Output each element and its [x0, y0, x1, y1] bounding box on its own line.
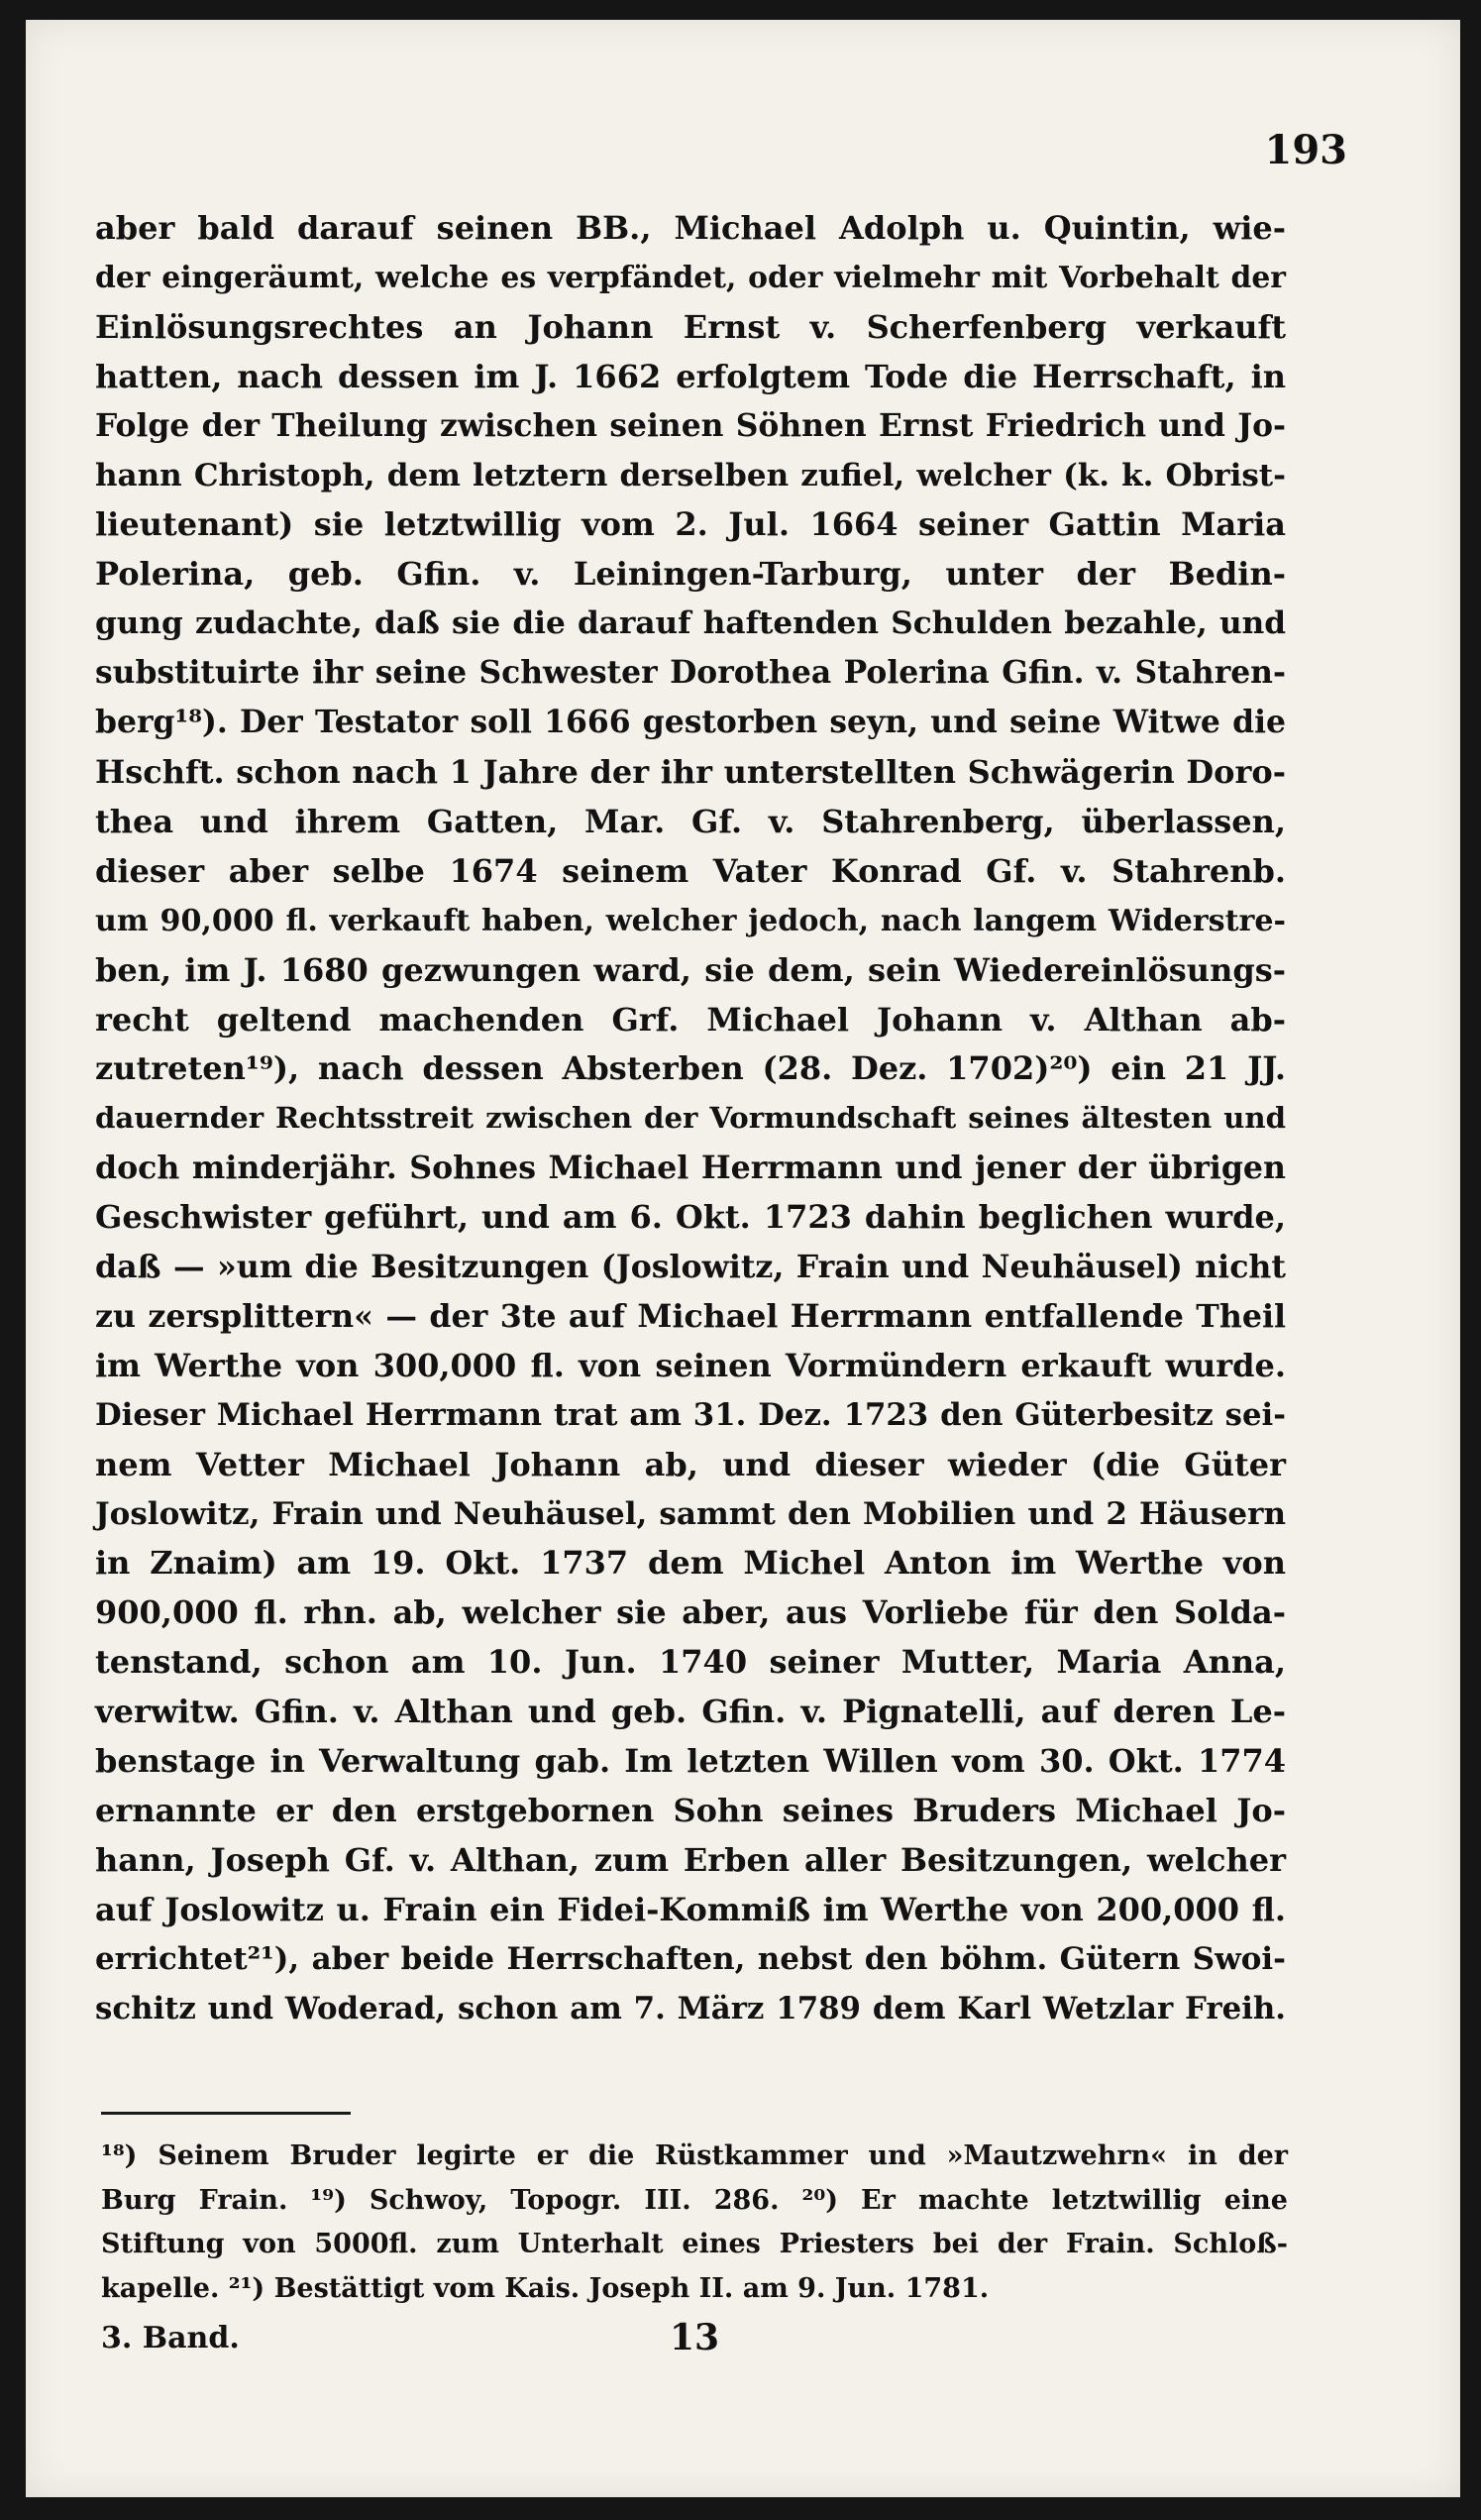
text-line: ernannte er den erstgebornen Sohn seines Bruders Michael Jo-: [95, 1792, 1286, 1829]
footnote-line: Burg Frain. ¹⁹) Schwoy, Topogr. III. 286. ²⁰) Er machte letztwillig eine: [101, 2184, 1288, 2216]
text-line: im Werthe von 300,000 fl. von seinen Vormündern erkauft wurde.: [95, 1346, 1286, 1384]
text-line: 900,000 fl. rhn. ab, welcher sie aber, aus Vorliebe für den Solda-: [95, 1593, 1286, 1632]
text-line: lieutenant) sie letztwillig vom 2. Jul. 1664 seiner Gattin Maria: [95, 505, 1286, 544]
text-line: Joslowitz, Frain und Neuhäusel, sammt den Mobilien und 2 Häusern: [95, 1495, 1286, 1532]
text-line: Dieser Michael Herrmann trat am 31. Dez. 1723 den Güterbesitz sei-: [95, 1396, 1286, 1433]
text-line: um 90,000 fl. verkauft haben, welcher jedoch, nach langem Widerstre-: [95, 903, 1286, 938]
footnote-separator: [101, 2112, 351, 2115]
body-text: [95, 204, 1286, 2034]
text-line: thea und ihrem Gatten, Mar. Gf. v. Stahrenberg, überlassen,: [95, 802, 1286, 840]
page-number: 193: [1264, 127, 1347, 173]
volume-mark: 3. Band.: [101, 2321, 240, 2356]
text-line: tenstand, schon am 10. Jun. 1740 seiner Mutter, Maria Anna,: [95, 1643, 1286, 1682]
text-line: Polerina, geb. Gfin. v. Leiningen-Tarburg, unter der Bedin-: [95, 555, 1286, 594]
text-line: zutreten¹⁹), nach dessen Absterben (28. Dez. 1702)²⁰) ein 21 JJ.: [95, 1049, 1286, 1088]
text-line: aber bald darauf seinen BB., Michael Adolph u. Quintin, wie-: [95, 209, 1286, 247]
text-line: daß — »um die Besitzungen (Joslowitz, Frain und Neuhäusel) nicht: [95, 1249, 1286, 1286]
text-line: Hschft. schon nach 1 Jahre der ihr unterstellten Schwägerin Doro-: [95, 752, 1286, 791]
text-line: hatten, nach dessen im J. 1662 erfolgtem Tode die Herrschaft, in: [95, 357, 1286, 395]
text-line: verwitw. Gfin. v. Althan und geb. Gfin. v. Pignatelli, auf deren Le-: [95, 1693, 1286, 1731]
text-line: auf Joslowitz u. Frain ein Fidei-Kommiß im Werthe von 200,000 fl.: [95, 1890, 1286, 1928]
text-line: in Znaim) am 19. Okt. 1737 dem Michel Anton im Werthe von: [95, 1544, 1286, 1583]
text-line: dieser aber selbe 1674 seinem Vater Konrad Gf. v. Stahrenb.: [95, 851, 1286, 890]
text-line: ben, im J. 1680 gezwungen ward, sie dem, sein Wiedereinlösungs-: [95, 950, 1286, 989]
text-line: dauernder Rechtsstreit zwischen der Vormundschaft seines ältesten und: [95, 1101, 1286, 1136]
footnote-line: kapelle. ²¹) Bestättigt vom Kais. Joseph II. am 9. Jun. 1781.: [101, 2272, 990, 2304]
text-line: recht geltend machenden Grf. Michael Johann v. Althan ab-: [95, 1000, 1286, 1039]
text-line: Geschwister geführt, und am 6. Okt. 1723 dahin beglichen wurde,: [95, 1198, 1286, 1237]
text-line: Einlösungsrechtes an Johann Ernst v. Scherfenberg verkauft: [95, 307, 1286, 346]
book-page: [26, 20, 1460, 2497]
text-line: hann, Joseph Gf. v. Althan, zum Erben aller Besitzungen, welcher: [95, 1840, 1286, 1879]
text-line: berg¹⁸). Der Testator soll 1666 gestorben seyn, und seine Witwe die: [95, 705, 1286, 741]
text-line: benstage in Verwaltung gab. Im letzten Willen vom 30. Okt. 1774: [95, 1742, 1286, 1781]
text-line: doch minderjähr. Sohnes Michael Herrmann und jener der übrigen: [95, 1150, 1286, 1187]
text-line: hann Christoph, dem letztern derselben zufiel, welcher (k. k. Obrist-: [95, 457, 1286, 493]
text-line: der eingeräumt, welche es verpfändet, oder vielmehr mit Vorbehalt der: [95, 260, 1286, 295]
sheet-number: 13: [669, 2317, 720, 2358]
text-line: Folge der Theilung zwischen seinen Söhnen Ernst Friedrich und Jo-: [95, 407, 1286, 444]
footnote-line: Stiftung von 5000fl. zum Unterhalt eines Priesters bei der Frain. Schloß-: [101, 2229, 1288, 2259]
text-line: substituirte ihr seine Schwester Dorothea Polerina Gfin. v. Stahren-: [95, 655, 1286, 692]
text-line: schitz und Woderad, schon am 7. März 1789 dem Karl Wetzlar Freih.: [95, 1990, 1286, 2027]
text-line: zu zersplittern« — der 3te auf Michael Herrmann entfallende Theil: [95, 1297, 1286, 1335]
text-line: errichtet²¹), aber beide Herrschaften, nebst den böhm. Gütern Swoi-: [95, 1940, 1286, 1977]
footnotes: [101, 2135, 1288, 2311]
text-line: nem Vetter Michael Johann ab, und dieser wieder (die Güter: [95, 1445, 1286, 1483]
text-line: gung zudachte, daß sie die darauf haftenden Schulden bezahle, und: [95, 605, 1286, 642]
footnote-line: ¹⁸) Seinem Bruder legirte er die Rüstkammer und »Mautzwehrn« in der: [101, 2140, 1288, 2171]
